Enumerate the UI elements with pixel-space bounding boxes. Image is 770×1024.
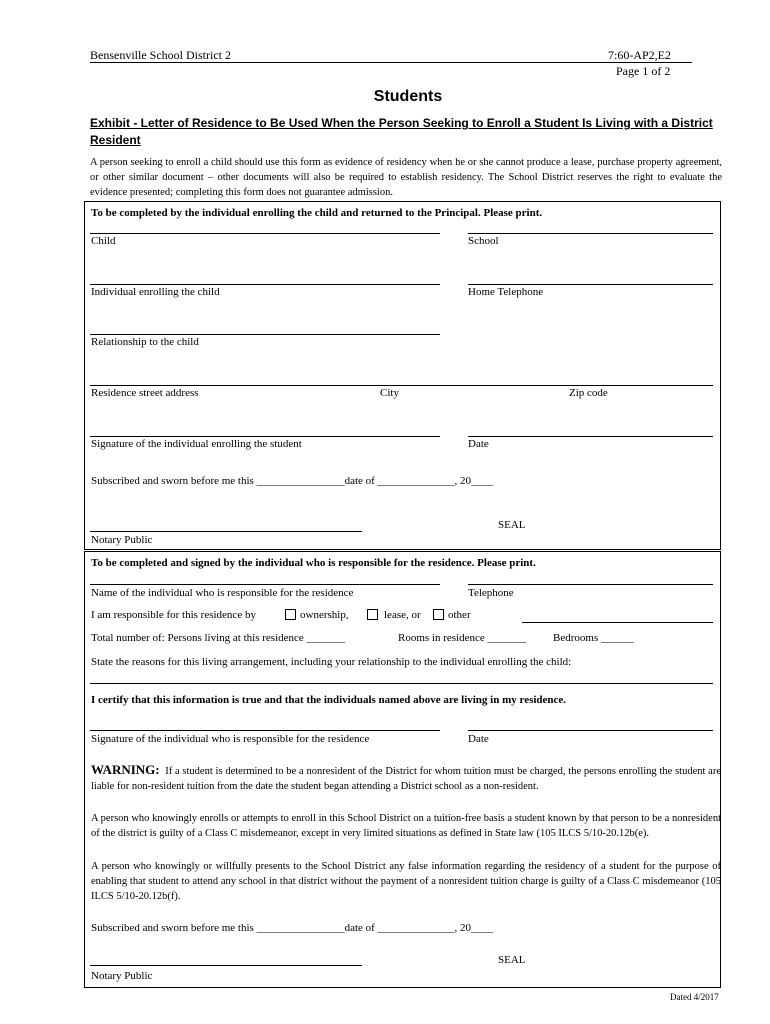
enroller-label: Individual enrolling the child bbox=[91, 286, 220, 298]
notary-label-1: Notary Public bbox=[91, 534, 153, 546]
intro-paragraph: A person seeking to enroll a child should use this form as evidence of residency when he or she cannot produce a lease, purchase property agreement, or other similar document – other documents will also be required to establish residency. The School District reserves the right to evaluate the evidence presented; completing this form does not guarantee admission. bbox=[90, 157, 722, 198]
resident-signature-label: Signature of the individual who is responsible for the residence bbox=[91, 733, 370, 745]
ownership-label: ownership, bbox=[300, 609, 349, 621]
notary-signature-field-2[interactable] bbox=[90, 965, 362, 966]
relationship-label: Relationship to the child bbox=[91, 336, 199, 348]
certify-statement: I certify that this information is true and that the individuals named above are living in my residence. bbox=[91, 694, 567, 706]
warning-paragraph-3: A person who knowingly or willfully presents to the School District any false information regarding the residency of a student for the purpose of enabling that student to attend any school in that district without the payment of a nonresident tuition charge is guilty of a Class C misdemeanor (105 ILCS 5/10-20.12b(f). bbox=[91, 861, 721, 902]
warning-label: WARNING: bbox=[91, 762, 160, 777]
reasons-field[interactable] bbox=[90, 683, 713, 684]
reasons-label: State the reasons for this living arrangement, including your relationship to the individual enrolling the child: bbox=[91, 656, 572, 668]
enroller-date-field[interactable] bbox=[468, 436, 713, 437]
rooms-count-label: Rooms in residence _______ bbox=[398, 632, 527, 644]
school-label: School bbox=[468, 235, 499, 247]
child-label: Child bbox=[91, 235, 116, 247]
enroller-signature-label: Signature of the individual enrolling the student bbox=[91, 438, 302, 450]
responsible-prefix: I am responsible for this residence by bbox=[91, 609, 256, 621]
address-label: Residence street address bbox=[91, 387, 199, 399]
page-number: Page 1 of 2 bbox=[616, 64, 671, 78]
other-label: other bbox=[448, 609, 471, 621]
bedrooms-count-label: Bedrooms ______ bbox=[553, 632, 634, 644]
section-enroller-box bbox=[84, 201, 721, 550]
sworn-statement-1: Subscribed and sworn before me this ________________date of ______________, 20____ bbox=[91, 475, 494, 487]
ownership-checkbox[interactable] bbox=[285, 609, 296, 620]
zip-label: Zip code bbox=[569, 387, 608, 399]
enroller-date-label: Date bbox=[468, 438, 489, 450]
section1-heading: To be completed by the individual enrolling the child and returned to the Principal. Please print. bbox=[91, 207, 543, 219]
notary-signature-field-1[interactable] bbox=[90, 531, 362, 532]
resident-phone-field[interactable] bbox=[468, 584, 713, 585]
resident-phone-label: Telephone bbox=[468, 587, 514, 599]
lease-label: lease, or bbox=[384, 609, 421, 621]
city-label: City bbox=[380, 387, 399, 399]
resident-date-field[interactable] bbox=[468, 730, 713, 731]
other-checkbox[interactable] bbox=[433, 609, 444, 620]
resident-signature-field[interactable] bbox=[90, 730, 440, 731]
exhibit-subtitle: Exhibit - Letter of Residence to Be Used When the Person Seeking to Enroll a Student Is Living with a District Resident bbox=[90, 116, 713, 147]
district-name: Bensenville School District 2 bbox=[90, 48, 231, 62]
seal-label-1: SEAL bbox=[498, 519, 526, 531]
policy-code: 7:60-AP2,E2 bbox=[608, 48, 671, 62]
warning-paragraph-1 bbox=[91, 762, 721, 794]
relationship-field[interactable] bbox=[90, 334, 440, 335]
dated-footer: Dated 4/2017 bbox=[670, 992, 719, 1002]
address-field[interactable] bbox=[90, 385, 713, 386]
sworn-statement-2: Subscribed and sworn before me this ________________date of ______________, 20____ bbox=[91, 922, 494, 934]
persons-count-label: Total number of: Persons living at this residence _______ bbox=[91, 632, 346, 644]
resident-name-label: Name of the individual who is responsible for the residence bbox=[91, 587, 354, 599]
home-phone-field[interactable] bbox=[468, 284, 713, 285]
lease-checkbox[interactable] bbox=[367, 609, 378, 620]
other-specify-field[interactable] bbox=[522, 622, 713, 623]
notary-label-2: Notary Public bbox=[91, 970, 153, 982]
warning-text-1: If a student is determined to be a nonresident of the District for whom tuition must be charged, the persons enrolling the student are liable for non-resident tuition from the date the student began attending a District school as a non-resident. bbox=[91, 766, 721, 792]
section2-heading: To be completed and signed by the individual who is responsible for the residence. Please print. bbox=[91, 557, 536, 569]
header-rule bbox=[90, 62, 692, 63]
child-field[interactable] bbox=[90, 233, 440, 234]
resident-date-label: Date bbox=[468, 733, 489, 745]
resident-name-field[interactable] bbox=[90, 584, 440, 585]
enroller-signature-field[interactable] bbox=[90, 436, 440, 437]
school-field[interactable] bbox=[468, 233, 713, 234]
enroller-field[interactable] bbox=[90, 284, 440, 285]
home-phone-label: Home Telephone bbox=[468, 286, 544, 298]
page-title: Students bbox=[373, 88, 443, 105]
warning-paragraph-2: A person who knowingly enrolls or attempts to enroll in this School District on a tuition-free basis a student known by that person to be a nonresident of the district is guilty of a Class C misdemeanor, except in very limited situations as defined in State law (105 ILCS 5/10-20.12b(e). bbox=[91, 813, 721, 839]
seal-label-2: SEAL bbox=[498, 954, 526, 966]
